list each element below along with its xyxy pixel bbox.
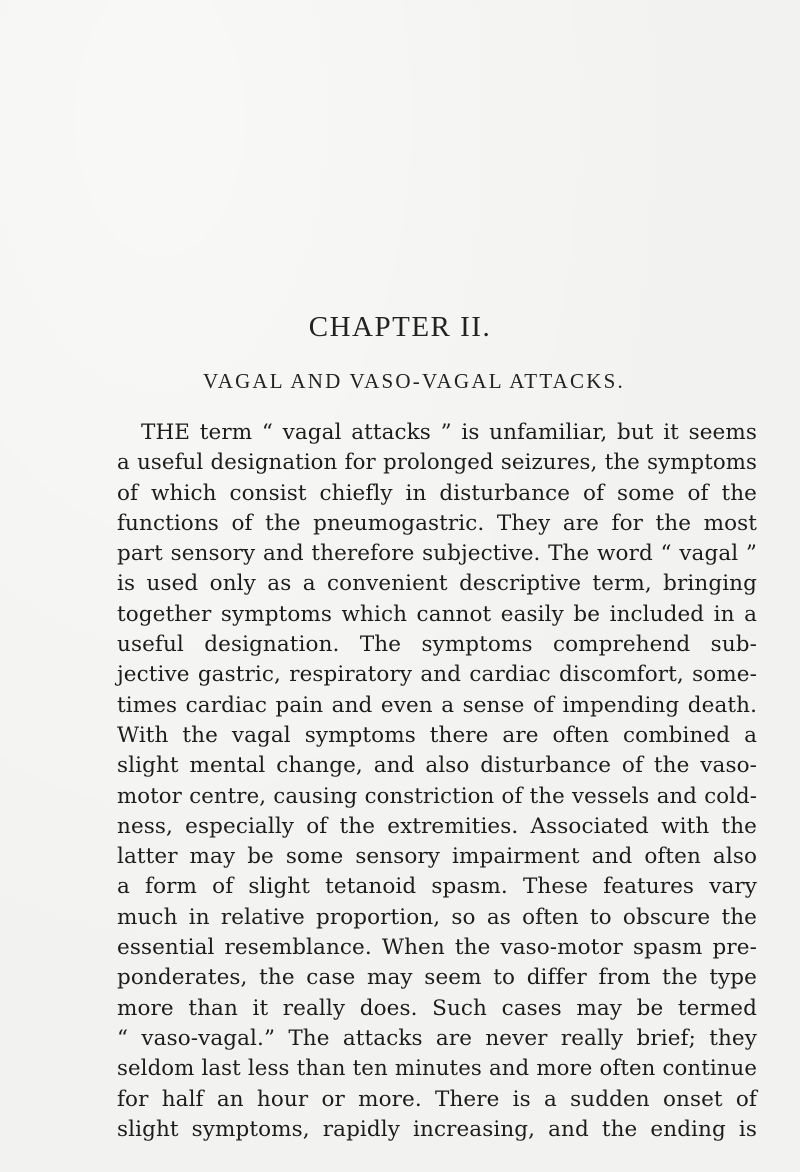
text-line: for half an hour or more. There is a sudden onset of bbox=[117, 1086, 757, 1112]
text-line: part sensory and therefore subjective. The word “ vagal ” bbox=[117, 541, 757, 567]
text-line: seldom last less than ten minutes and more often continue bbox=[117, 1056, 757, 1082]
text-line: latter may be some sensory impairment and often also bbox=[117, 844, 757, 870]
text-line: much in relative proportion, so as often to obscure the bbox=[117, 904, 757, 930]
text-line: a useful designation for prolonged seizures, the symptoms bbox=[117, 450, 757, 476]
text-line: functions of the pneumogastric. They are for the most bbox=[117, 510, 757, 536]
text-line: a form of slight tetanoid spasm. These features vary bbox=[117, 874, 757, 900]
text-line: With the vagal symptoms there are often combined a bbox=[117, 722, 757, 748]
text-line: slight symptoms, rapidly increasing, and the ending is bbox=[117, 1116, 757, 1142]
text-line: times cardiac pain and even a sense of impending death. bbox=[117, 692, 757, 718]
text-line: “ vaso-vagal.” The attacks are never really brief; they bbox=[117, 1025, 757, 1051]
text-line: is used only as a convenient descriptive term, bringing bbox=[117, 571, 757, 597]
text-line: ness, especially of the extremities. Associated with the bbox=[117, 813, 757, 839]
text-line: jective gastric, respiratory and cardiac discomfort, some- bbox=[117, 662, 757, 688]
text-line: ponderates, the case may seem to differ from the type bbox=[117, 965, 757, 991]
chapter-title: VAGAL AND VASO-VAGAL ATTACKS. bbox=[203, 369, 625, 393]
text-line: of which consist chiefly in disturbance of some of the bbox=[117, 480, 757, 506]
text-line: slight mental change, and also disturbance of the vaso- bbox=[117, 753, 757, 779]
body-paragraph bbox=[117, 418, 757, 1145]
text-line: essential resemblance. When the vaso-motor spasm pre- bbox=[117, 935, 757, 961]
text-line: motor centre, causing constriction of the vessels and cold- bbox=[117, 783, 757, 809]
text-line: useful designation. The symptoms comprehend sub- bbox=[117, 632, 757, 658]
text-line: more than it really does. Such cases may be termed bbox=[117, 995, 757, 1021]
chapter-number: CHAPTER II. bbox=[308, 311, 492, 343]
text-line: together symptoms which cannot easily be included in a bbox=[117, 601, 757, 627]
text-line: THE term “ vagal attacks ” is unfamiliar, but it seems bbox=[141, 420, 757, 445]
